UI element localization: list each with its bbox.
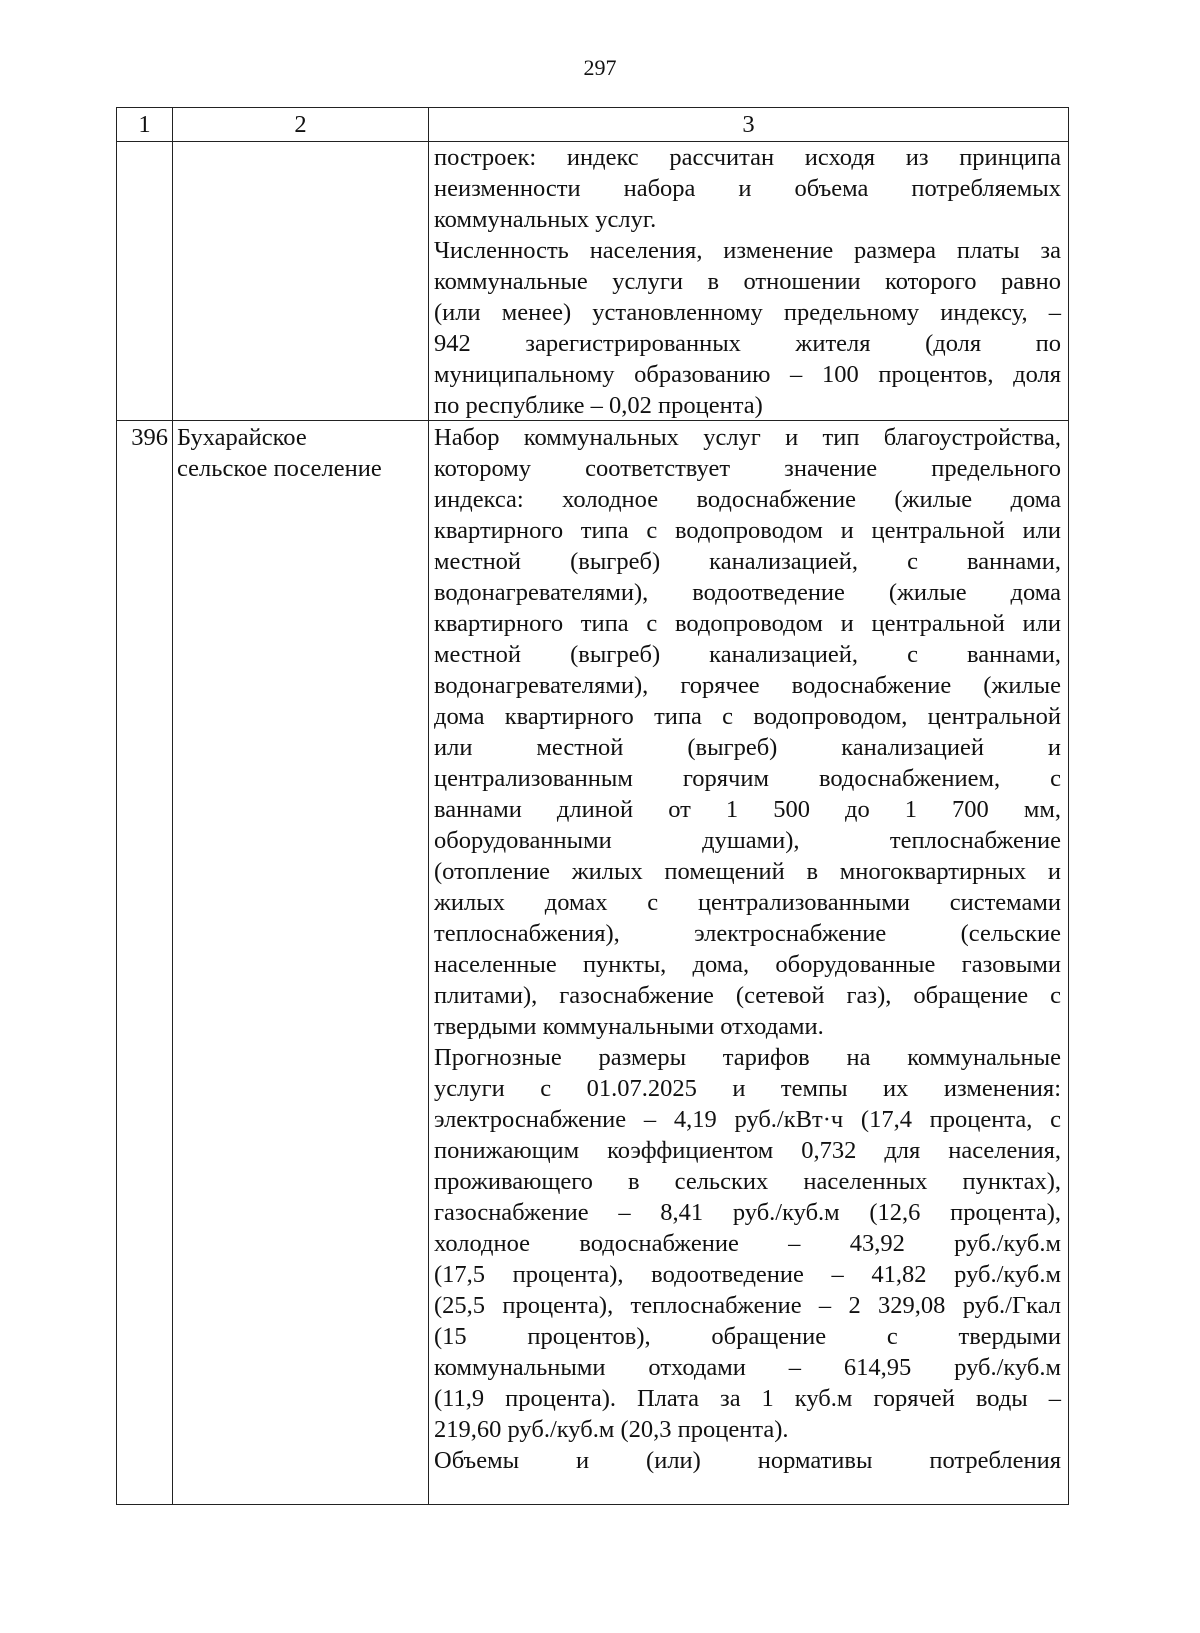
column-header-3: 3 (742, 111, 755, 138)
continued-row-text: построек: индекс рассчитан исходя из принципа неизменности набора и объема потребляемых коммунальных услуг. Численность населения, изменение размера платы за коммунальные услуги в отношении которого равно (или менее) установленному предельному индексу, – 942 зарегистрированных жителя (доля по муниципальному образованию – 100 процентов, доля по республике – 0,02 процента) (434, 144, 1061, 419)
row-396-text: Набор коммунальных услуг и тип благоустройства, которому соответствует значение предельного индекса: холодное водоснабжение (жилые дома квартирного типа с водопроводом и центральной или местной (выгреб) канализацией, с ваннами, водонагревателями), водоотведение (жилые дома квартирного типа с водопроводом и центральной или местной (выгреб) канализацией, с ваннами, водонагревателями), горячее водоснабжение (жилые дома квартирного типа с водопроводом, центральной или местной (выгреб) канализацией и централизованным горячим водоснабжением, с ваннами длиной от 1 500 до 1 700 мм, оборудованными душами), теплоснабжение (отопление жилых помещений в многоквартирных и жилых домах с централизованными системами теплоснабжения), электроснабжение (сельские населенные пункты, дома, оборудованные газовыми плитами), газоснабжение (сетевой газ), обращение с твердыми коммунальными отходами. Прогнозные размеры тарифов на коммунальные услуги с 01.07.2025 и темпы их изменения: электроснабжение – 4,19 руб./кВт·ч (17,4 процента, с понижающим коэффициентом 0,732 для населения, проживающего в сельских населенных пунктах), газоснабжение – 8,41 руб./куб.м (12,6 процента), холодное водоснабжение – 43,92 руб./куб.м (17,5 процента), водоотведение – 41,82 руб./куб.м (25,5 процента), теплоснабжение – 2 329,08 руб./Гкал (15 процентов), обращение с твердыми коммунальными отходами – 614,95 руб./куб.м (11,9 процента). Плата за 1 куб.м горячей воды – 219,60 руб./куб.м (20,3 процента). Объемы и (или) нормативы потребления (434, 424, 1061, 1474)
column-divider (172, 108, 173, 1504)
column-header-2: 2 (294, 111, 307, 138)
page-number: 297 (583, 55, 617, 80)
municipality-name: Бухарайское сельское поселение (177, 424, 382, 482)
column-divider (428, 108, 429, 1504)
data-table (116, 107, 1069, 1505)
column-header-1: 1 (138, 111, 151, 138)
row-number: 396 (131, 424, 168, 451)
